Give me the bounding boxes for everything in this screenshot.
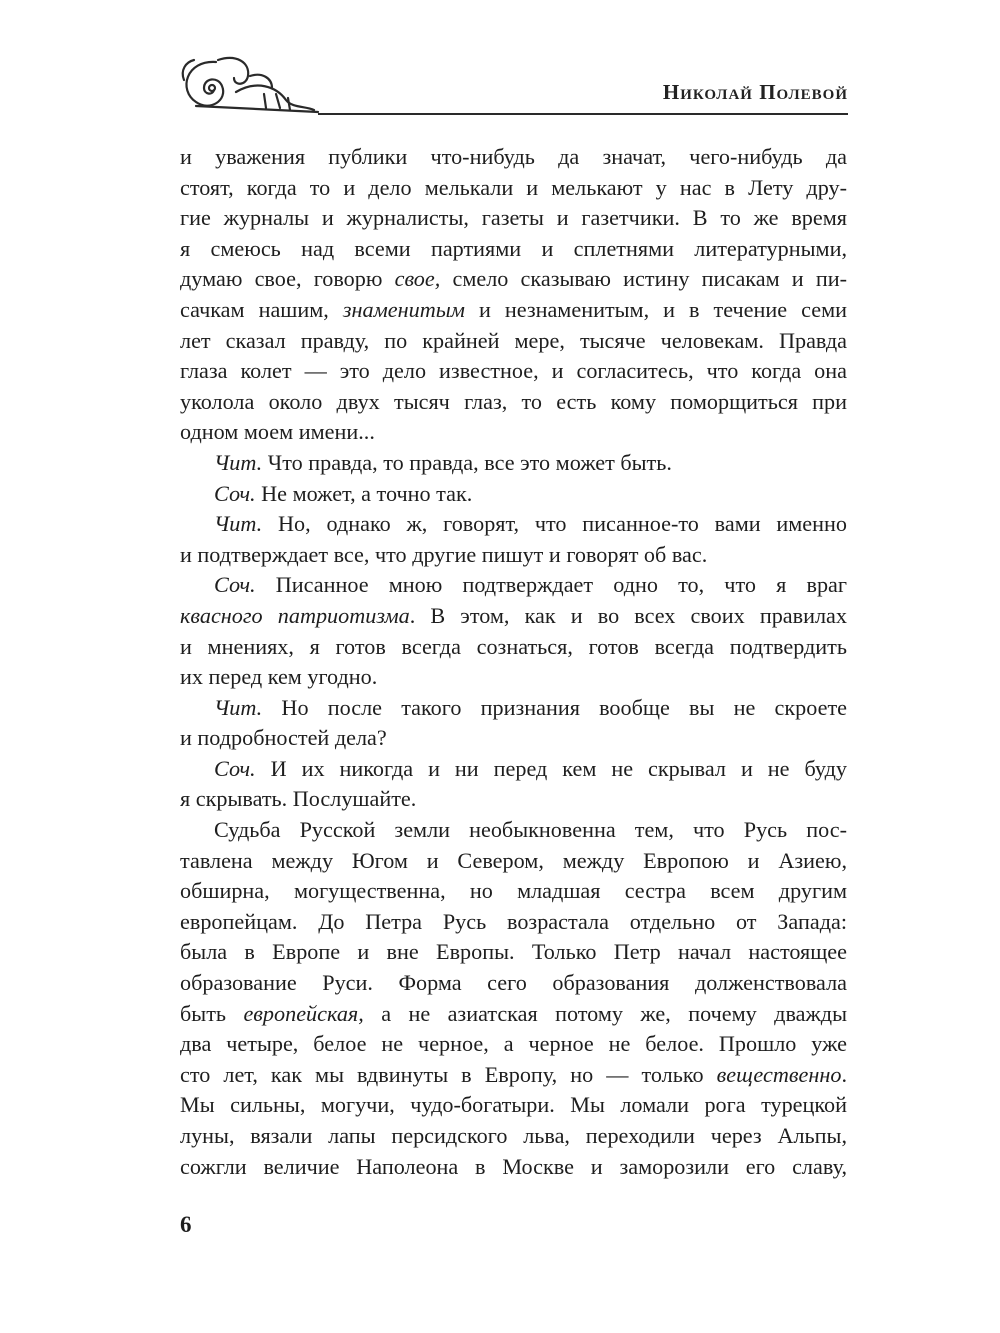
text-line [180, 326, 847, 357]
text-run: Что правда, то правда, все это может быть. [262, 449, 672, 475]
italic-text: европейская, [243, 1000, 364, 1026]
italic-text: квасного патриотизма [180, 602, 410, 628]
body-text [180, 142, 847, 1182]
text-line [180, 142, 847, 173]
italic-text: Чит. [214, 449, 263, 475]
italic-text: Соч. [214, 755, 256, 781]
text-run: быть [180, 1000, 244, 1026]
text-run: лет сказал правду, по крайней мере, тысяче человекам. Правда [180, 327, 847, 353]
text-line [180, 203, 847, 234]
text-run: Мы сильны, могучи, чудо-богатыри. Мы ломали рога турецкой [180, 1092, 847, 1118]
text-line [180, 632, 847, 663]
text-line [180, 356, 847, 387]
text-run: их перед кем угодно. [180, 664, 378, 690]
text-line [180, 448, 847, 479]
text-line [180, 754, 847, 785]
running-head: Николай Полевой [662, 80, 848, 104]
text-line [180, 264, 847, 295]
text-line [180, 784, 847, 815]
text-line [180, 540, 847, 571]
text-line [180, 937, 847, 968]
text-run: я смеюсь над всеми партиями и сплетнями литературными, [180, 235, 847, 261]
text-run: я скрывать. Послушайте. [180, 786, 417, 812]
text-run: думаю свое, говорю [180, 266, 395, 292]
text-line [180, 662, 847, 693]
text-run: сачкам нашим, [180, 296, 343, 322]
text-run: Не может, а точно так. [255, 480, 473, 506]
text-line [180, 693, 847, 724]
text-run: Но после такого признания вообще вы не скроете [262, 694, 847, 720]
text-run: Судьба Русской земли необыкновенна тем, что Русь пос- [214, 817, 847, 843]
text-line [180, 601, 847, 632]
text-line [180, 295, 847, 326]
text-run: гие журналы и журналисты, газеты и газетчики. В то же время [180, 205, 847, 231]
text-run: два четыре, белое не черное, а черное не белое. Прошло уже [180, 1031, 847, 1057]
italic-text: вещественно [716, 1061, 842, 1087]
page-number: 6 [180, 1212, 192, 1237]
text-run: стоят, когда то и дело мелькали и мелькают у нас в Лету дру- [180, 174, 847, 200]
text-run: уколола около двух тысяч глаз, то есть кому поморщиться при [180, 388, 847, 414]
italic-text: Чит. [214, 694, 263, 720]
text-line [180, 968, 847, 999]
text-run: и мнениях, я готов всегда сознаться, готов всегда подтвердить [180, 633, 847, 659]
text-line [180, 1029, 847, 1060]
text-run: смело сказываю истину писакам и пи- [440, 266, 847, 292]
text-line [180, 1152, 847, 1183]
italic-text: Соч. [214, 480, 256, 506]
italic-text: знаменитым [342, 296, 465, 322]
text-run: европейцам. До Петра Русь возрастала отдельно от Запада: [180, 908, 847, 934]
text-line [180, 509, 847, 540]
text-line [180, 234, 847, 265]
text-run: и подробностей дела? [180, 725, 387, 751]
text-run: Но, однако ж, говорят, что писанное-то вами именно [262, 511, 847, 537]
text-run: и незнаменитым, и в течение семи [464, 296, 847, 322]
text-line [180, 173, 847, 204]
text-line [180, 387, 847, 418]
text-run: и уважения публики что-нибудь да значат, чего-нибудь да [180, 144, 847, 169]
text-line [180, 417, 847, 448]
text-run: образование Руси. Форма сего образования долженствовала [180, 970, 847, 996]
text-run: Писанное мною подтверждает одно то, что я враг [255, 572, 847, 598]
text-run: сто лет, как мы вдвинуты в Европу, но — только [180, 1061, 717, 1087]
text-line [180, 479, 847, 510]
text-line [180, 907, 847, 938]
text-line [180, 1090, 847, 1121]
text-run: и подтверждает все, что другие пишут и говорят об вас. [180, 541, 708, 567]
vine-scroll-ornament [176, 50, 326, 120]
text-run: была в Европе и вне Европы. Только Петр начал настоящее [180, 939, 847, 965]
text-line [180, 815, 847, 846]
text-run: тавлена между Югом и Севером, между Европою и Азиею, [180, 847, 847, 873]
text-line [180, 1060, 847, 1091]
text-line [180, 723, 847, 754]
text-line [180, 999, 847, 1030]
italic-text: Чит. [214, 511, 263, 537]
text-run: одном моем имени... [180, 419, 375, 445]
text-run: . В этом, как и во всех своих правилах [409, 602, 848, 628]
text-line [180, 846, 847, 877]
text-run: а не азиатская потому же, почему дважды [363, 1000, 848, 1026]
text-run: луны, вязали лапы персидского льва, переходили через Альпы, [180, 1123, 847, 1148]
italic-text: Соч. [214, 572, 256, 598]
text-run: глаза колет — это дело известное, и согласитесь, что когда она [180, 358, 847, 384]
header-rule [318, 113, 848, 115]
text-run: обширна, могущественна, но младшая сестра всем другим [180, 878, 847, 904]
text-run: И их никогда и ни перед кем не скрывал и не буду [255, 755, 847, 781]
italic-text: свое, [394, 266, 441, 292]
text-run: сожгли величие Наполеона в Москве и заморозили его славу, [180, 1153, 847, 1179]
text-line [180, 570, 847, 601]
text-line [180, 1121, 847, 1152]
text-run: . [841, 1061, 847, 1087]
text-line [180, 876, 847, 907]
